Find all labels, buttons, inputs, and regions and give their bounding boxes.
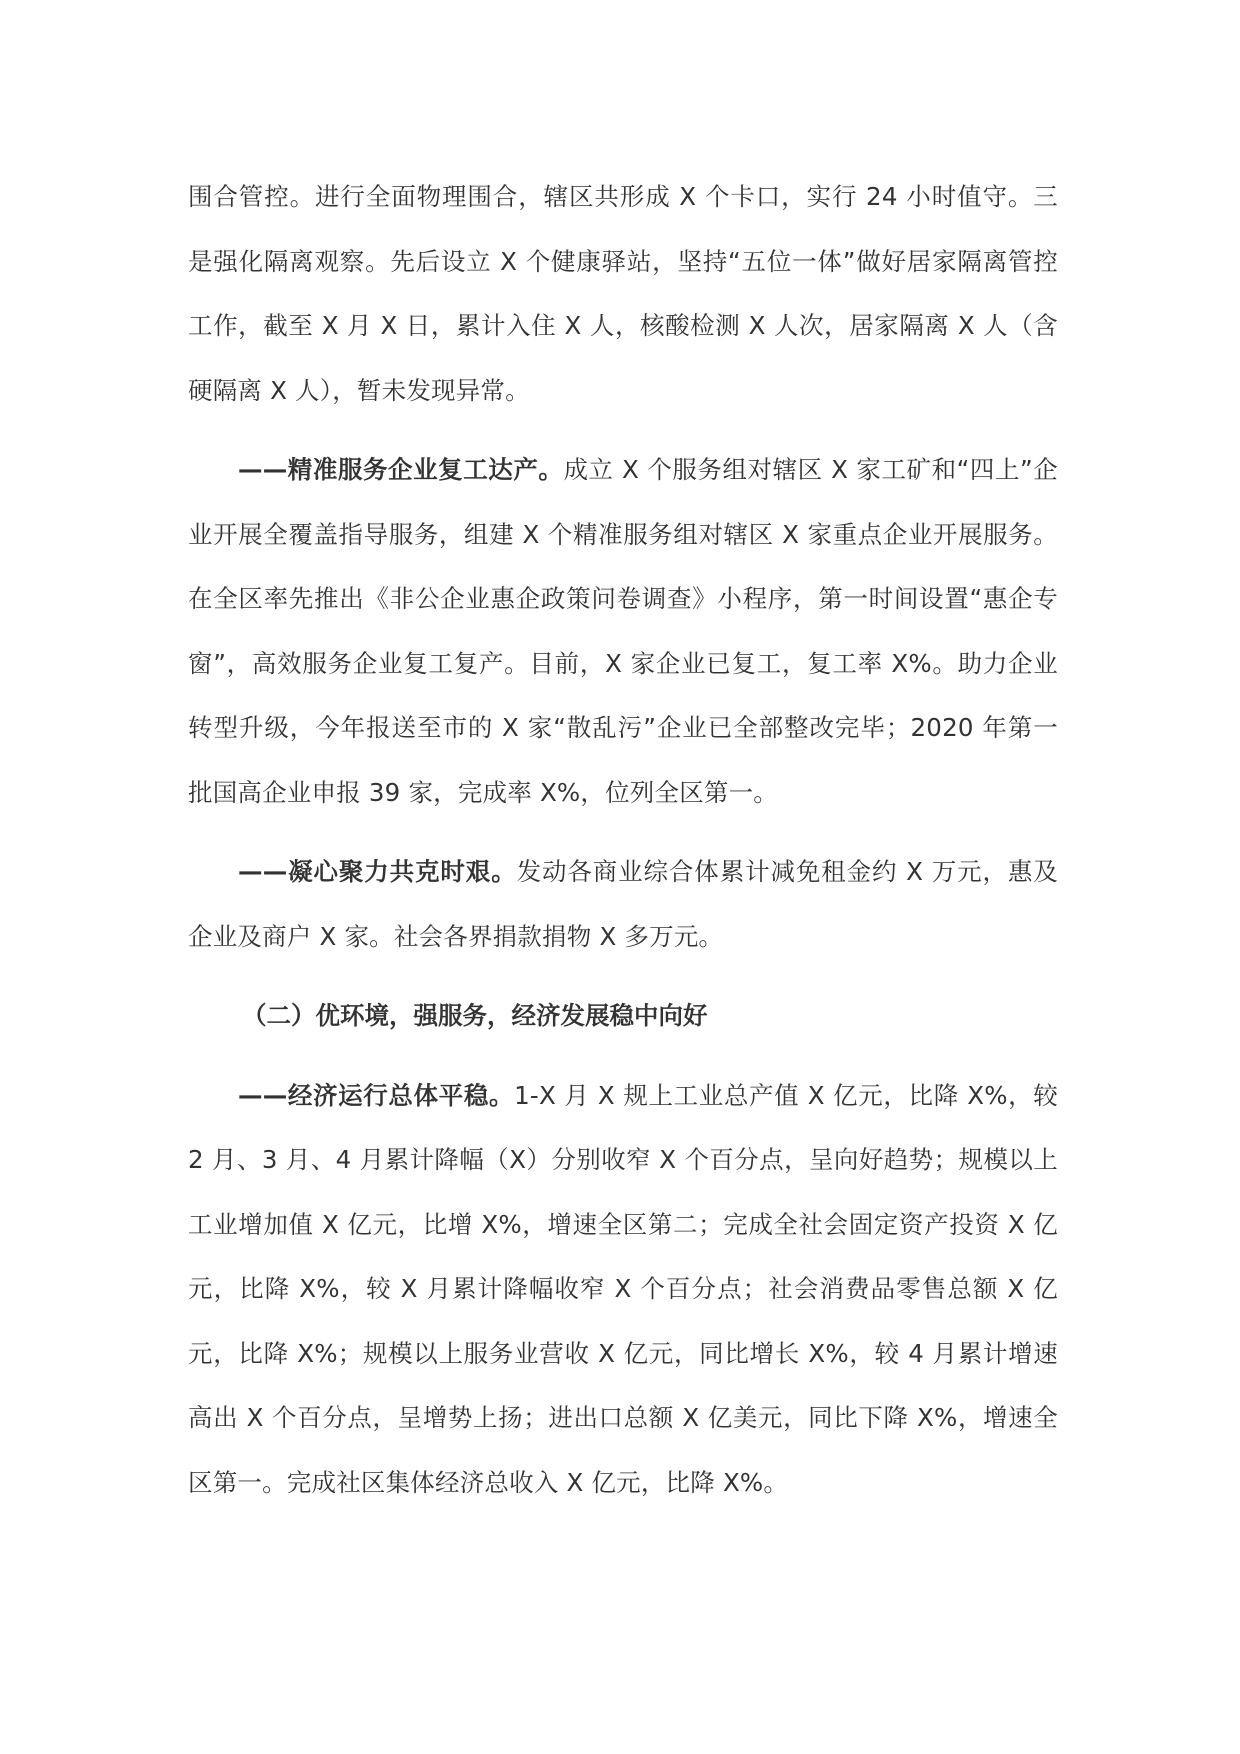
paragraph-text: 围合管控。进行全面物理围合，辖区共形成 X 个卡口，实行 24 小时值守。三是强化隔离观察。先后设立 X 个健康驿站，坚持“五位一体”做好居家隔离管控工作，截至 X 月 X 日，累计入住 X 人，核酸检测 X 人次，居家隔离 X 人（含硬隔离 X 人），暂未发现异常。 — [188, 182, 1058, 405]
section-heading: （二）优环境，强服务，经济发展稳中向好 — [242, 1001, 708, 1030]
paragraph-joint-effort — [188, 840, 1058, 969]
paragraph-lead: ——精准服务企业复工达产。 — [238, 455, 564, 484]
paragraph-text: 发动各商业综合体累计减免租金约 X 万元，惠及企业及商户 X 家。社会各界捐款捐物 X 多万元。 — [188, 857, 1058, 951]
paragraph-text: 成立 X 个服务组对辖区 X 家工矿和“四上”企业开展全覆盖指导服务，组建 X 个精准服务组对辖区 X 家重点企业开展服务。在全区率先推出《非公企业惠企政策问卷调查》小程序，第一时间设置“惠企专窗”，高效服务企业复工复产。目前，X 家企业已复工，复工率 X%。助力企业转型升级，今年报送至市的 X 家“散乱污”企业已全部整改完毕；2020 年第一批国高企业申报 39 家，完成率 X%，位列全区第一。 — [188, 455, 1058, 807]
paragraph-lead: ——经济运行总体平稳。 — [238, 1080, 515, 1110]
paragraph-enterprise-service — [188, 438, 1058, 825]
paragraph-isolation-control — [188, 165, 1058, 423]
paragraph-text: 1-X 月 X 规上工业总产值 X 亿元，比降 X%，较 2 月、3 月、4 月累计降幅（X）分别收窄 X 个百分点，呈向好趋势；规模以上工业增加值 X 亿元，比增 X%，增速全区第二；完成全社会固定资产投资 X 亿元，比降 X%，较 X 月累计降幅收窄 X 个百分点；社会消费品零售总额 X 亿元，比降 X%；规模以上服务业营收 X 亿元，同比增长 X%，较 4 月累计增速高出 X 个百分点，呈增势上扬；进出口总额 X 亿美元，同比下降 X%，增速全区第一。完成社区集体经济总收入 X 亿元，比降 X%。 — [188, 1080, 1059, 1497]
paragraph-lead: ——凝心聚力共克时艰。 — [238, 857, 517, 886]
document-body — [188, 165, 1058, 1515]
paragraph-economic-operation — [188, 1064, 1058, 1516]
